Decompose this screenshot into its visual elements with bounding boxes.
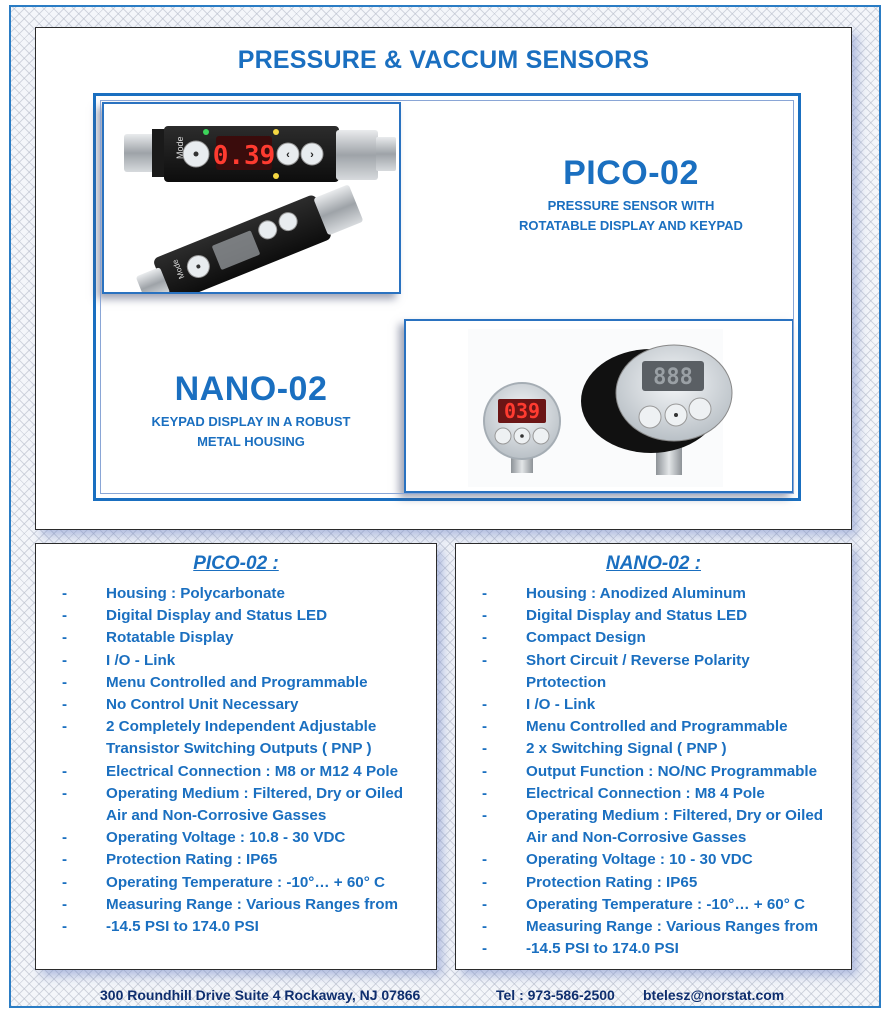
svg-text:888: 888	[653, 365, 693, 390]
bullet-dash-icon: -	[482, 629, 488, 647]
spec-item	[456, 738, 851, 760]
bullet-dash-icon: -	[482, 740, 488, 758]
spec-item	[456, 761, 851, 783]
spec-text: Protection Rating : IP65	[106, 851, 278, 869]
spec-item	[456, 916, 851, 938]
bullet-dash-icon: -	[62, 851, 68, 869]
spec-text: Electrical Connection : M8 4 Pole	[526, 784, 765, 802]
nano-spec-list	[456, 583, 851, 960]
spec-item	[456, 805, 851, 827]
spec-text: Prtotection	[526, 673, 607, 691]
spec-item	[36, 916, 436, 938]
spec-item	[456, 783, 851, 805]
spec-text: Short Circuit / Reverse Polarity	[526, 651, 750, 669]
spec-item	[456, 938, 851, 960]
spec-text: 2 x Switching Signal ( PNP )	[526, 740, 727, 758]
svg-text:039: 039	[503, 399, 541, 423]
spec-item	[36, 783, 436, 805]
spec-item	[36, 849, 436, 871]
bullet-dash-icon: -	[482, 651, 488, 669]
bullet-dash-icon: -	[482, 585, 488, 602]
spec-item	[456, 716, 851, 738]
spec-text: Measuring Range : Various Ranges from	[526, 918, 819, 936]
bullet-dash-icon: -	[482, 895, 488, 913]
bullet-dash-icon: -	[62, 651, 68, 669]
bullet-dash-icon: -	[482, 696, 488, 714]
spec-text: I /O - Link	[106, 651, 176, 669]
bullet-dash-icon: -	[62, 829, 68, 847]
bullet-dash-icon: -	[62, 673, 68, 691]
spec-text: Operating Medium : Filtered, Dry or Oiled	[526, 807, 824, 825]
bullet-dash-icon: -	[62, 696, 68, 714]
spec-item-continuation	[456, 827, 851, 849]
nano-product-name: NANO-02	[174, 370, 328, 408]
spec-item-continuation	[36, 805, 436, 827]
spec-item	[36, 583, 436, 605]
spec-item	[456, 894, 851, 916]
spec-text: Air and Non-Corrosive Gasses	[106, 807, 327, 825]
footer-phone: Tel : 973-586-2500	[496, 987, 615, 1003]
nano-subtitle-line-1: KEYPAD DISPLAY IN A ROBUST	[151, 414, 351, 429]
pico-product-image	[102, 102, 401, 294]
pico-subtitle-line-2: ROTATABLE DISPLAY AND KEYPAD	[519, 218, 743, 233]
spec-text: Measuring Range : Various Ranges from	[106, 895, 399, 913]
spec-text: Operating Temperature : -10°… + 60° C	[106, 873, 385, 891]
spec-text: No Control Unit Necessary	[106, 696, 299, 714]
spec-text: Menu Controlled and Programmable	[526, 718, 788, 736]
nano-sensor-illustration	[406, 321, 792, 491]
spec-item	[36, 605, 436, 627]
spec-item	[36, 694, 436, 716]
spec-text: Operating Voltage : 10 - 30 VDC	[526, 851, 753, 869]
nano-subtitle	[106, 412, 396, 452]
spec-item	[36, 672, 436, 694]
footer-address: 300 Roundhill Drive Suite 4 Rockaway, NJ 07866	[100, 987, 421, 1003]
bullet-dash-icon: -	[62, 895, 68, 913]
nano-spec-title: NANO-02 :	[605, 553, 701, 574]
spec-item	[36, 716, 436, 738]
bullet-dash-icon: -	[62, 585, 68, 602]
spec-item	[36, 627, 436, 649]
bullet-dash-icon: -	[482, 784, 488, 802]
spec-text: Operating Temperature : -10°… + 60° C	[526, 895, 805, 913]
spec-item	[36, 872, 436, 894]
bullet-dash-icon: -	[482, 718, 488, 736]
spec-text: -14.5 PSI to 174.0 PSI	[526, 940, 679, 958]
bullet-dash-icon: -	[62, 918, 68, 936]
bullet-dash-icon: -	[482, 918, 488, 936]
bullet-dash-icon: -	[62, 873, 68, 891]
bullet-dash-icon: -	[62, 718, 68, 736]
pico-subtitle	[476, 196, 786, 236]
spec-text: Operating Voltage : 10.8 - 30 VDC	[106, 829, 346, 847]
bullet-dash-icon: -	[482, 607, 488, 625]
spec-text: I /O - Link	[526, 696, 596, 714]
bullet-dash-icon: -	[482, 940, 488, 958]
bullet-dash-icon: -	[62, 629, 68, 647]
spec-text: Transistor Switching Outputs ( PNP )	[106, 740, 372, 758]
spec-item-continuation	[36, 738, 436, 760]
bullet-dash-icon: -	[482, 851, 488, 869]
spec-item-continuation	[456, 672, 851, 694]
spec-item	[456, 605, 851, 627]
bullet-dash-icon: -	[482, 807, 488, 825]
pico-sensor-illustration	[104, 104, 399, 292]
pico-spec-title: PICO-02 :	[193, 553, 279, 574]
spec-text: Menu Controlled and Programmable	[106, 673, 368, 691]
bullet-dash-icon: -	[482, 873, 488, 891]
bullet-dash-icon: -	[62, 607, 68, 625]
spec-text: Operating Medium : Filtered, Dry or Oiled	[106, 784, 404, 802]
footer-email[interactable]: btelesz@norstat.com	[643, 987, 785, 1003]
spec-item	[456, 872, 851, 894]
product-showcase	[93, 93, 801, 501]
spec-text: Compact Design	[526, 629, 646, 647]
svg-text:Mode: Mode	[175, 136, 185, 159]
contact-footer	[0, 987, 892, 1007]
pico-spec-list	[36, 583, 436, 938]
spec-text: -14.5 PSI to 174.0 PSI	[106, 918, 259, 936]
pico-subtitle-line-1: PRESSURE SENSOR WITH	[547, 198, 715, 213]
spec-item	[36, 894, 436, 916]
hero-panel	[35, 27, 852, 530]
nano-product-image	[404, 319, 794, 493]
spec-item	[456, 650, 851, 672]
spec-text: Housing : Anodized Aluminum	[526, 585, 746, 602]
spec-text: Rotatable Display	[106, 629, 234, 647]
spec-text: 2 Completely Independent Adjustable	[106, 718, 377, 736]
spec-item	[456, 849, 851, 871]
spec-text: Electrical Connection : M8 or M12 4 Pole	[106, 762, 399, 780]
spec-text: Housing : Polycarbonate	[106, 585, 285, 602]
spec-item	[36, 827, 436, 849]
spec-item	[36, 650, 436, 672]
nano-spec-card	[455, 543, 852, 970]
spec-text: Output Function : NO/NC Programmable	[526, 762, 818, 780]
spec-item	[456, 583, 851, 605]
nano-subtitle-line-2: METAL HOUSING	[197, 434, 305, 449]
bullet-dash-icon: -	[482, 762, 488, 780]
pico-spec-card	[35, 543, 437, 970]
spec-item	[456, 694, 851, 716]
spec-text: Air and Non-Corrosive Gasses	[526, 829, 747, 847]
spec-text: Protection Rating : IP65	[526, 873, 698, 891]
bullet-dash-icon: -	[62, 784, 68, 802]
page-title: PRESSURE & VACCUM SENSORS	[237, 46, 650, 74]
svg-text:0.39: 0.39	[212, 141, 276, 171]
svg-text:‹: ‹	[286, 149, 290, 161]
spec-text: Digital Display and Status LED	[106, 607, 328, 625]
svg-text:›: ›	[310, 149, 314, 161]
bullet-dash-icon: -	[62, 762, 68, 780]
spec-item	[456, 627, 851, 649]
spec-text: Digital Display and Status LED	[526, 607, 748, 625]
svg-text:Mode: Mode	[170, 258, 187, 281]
pico-product-name: PICO-02	[563, 154, 699, 192]
spec-item	[36, 761, 436, 783]
